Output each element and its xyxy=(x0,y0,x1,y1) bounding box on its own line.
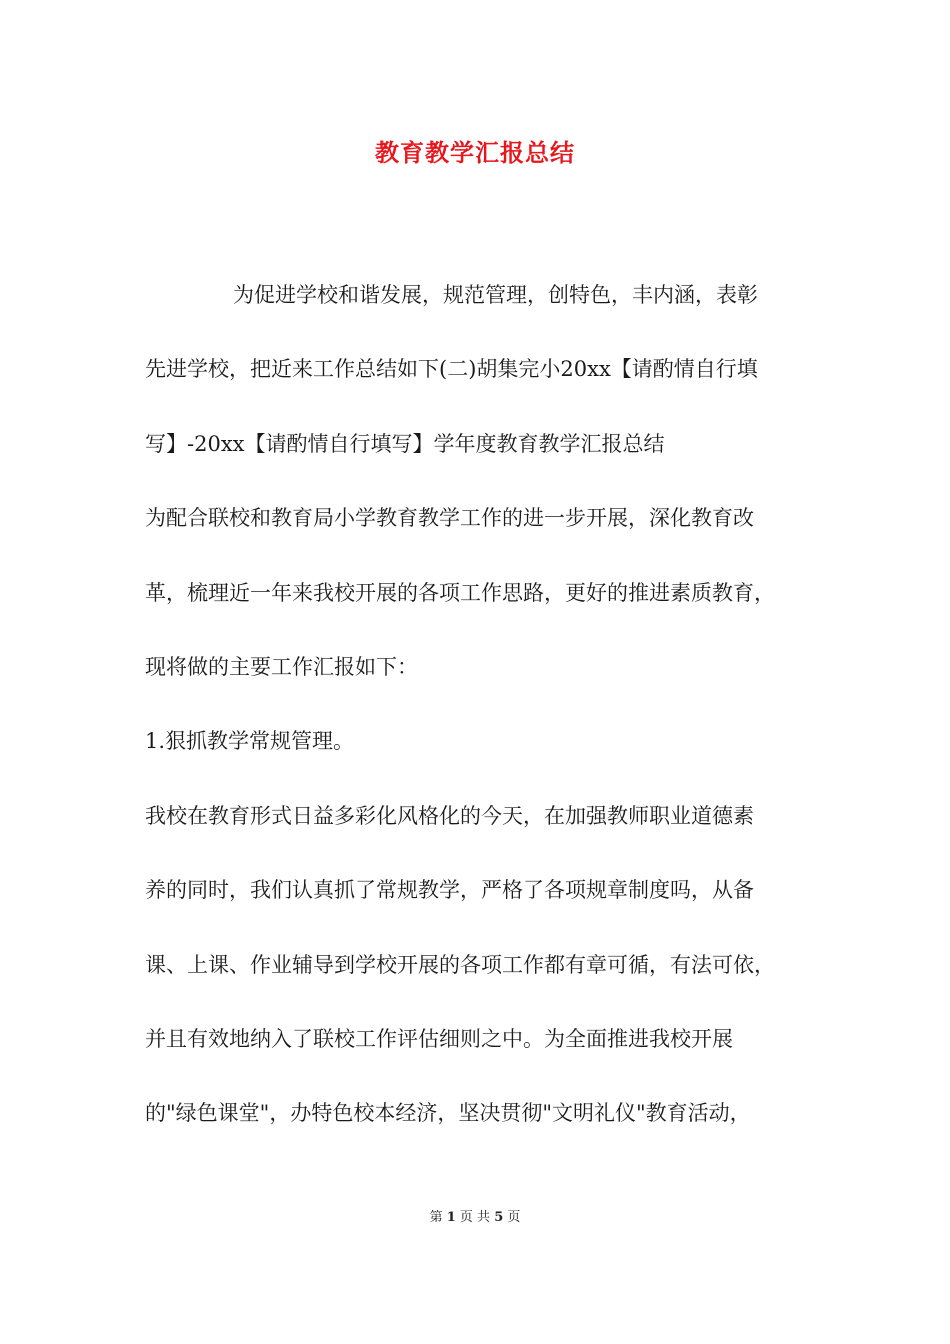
footer-middle: 页 共 xyxy=(459,1210,491,1225)
paragraph-line: 革，梳理近一年来我校开展的各项工作思路，更好的推进素质教育， xyxy=(145,580,775,605)
total-page-number: 5 xyxy=(494,1210,504,1225)
paragraph-line: 我校在教育形式日益多彩化风格化的今天，在加强教师职业道德素 xyxy=(145,803,754,828)
paragraph-line: 先进学校，把近来工作总结如下(二)胡集完小20xx【请酌情自行填 xyxy=(145,357,758,382)
section-heading: 1.狠抓教学常规管理。 xyxy=(145,729,355,754)
paragraph-line: 并且有效地纳入了联校工作评估细则之中。为全面推进我校开展 xyxy=(145,1026,733,1051)
paragraph-line: 现将做的主要工作汇报如下： xyxy=(145,654,418,679)
footer-prefix: 第 xyxy=(429,1210,443,1225)
paragraph-line: 为促进学校和谐发展，规范管理，创特色，丰内涵，表彰 xyxy=(233,283,758,307)
page-footer xyxy=(0,1208,950,1228)
document-body xyxy=(145,276,810,1169)
paragraph-line: 养的同时，我们认真抓了常规教学，严格了各项规章制度吗，从备 xyxy=(145,878,754,903)
paragraph-line: 的"绿色课堂"，办特色校本经济，坚决贯彻"文明礼仪"教育活动， xyxy=(145,1101,751,1126)
paragraph-line: 课、上课、作业辅导到学校开展的各项工作都有章可循，有法可依， xyxy=(145,952,775,977)
paragraph-line: 为配合联校和教育局小学教育教学工作的进一步开展，深化教育改 xyxy=(145,506,754,531)
current-page-number: 1 xyxy=(446,1210,456,1225)
document-title: 教育教学汇报总结 xyxy=(375,138,575,167)
footer-suffix: 页 xyxy=(507,1210,521,1225)
paragraph-line: 写】-20xx【请酌情自行填写】学年度教育教学汇报总结 xyxy=(145,431,665,456)
